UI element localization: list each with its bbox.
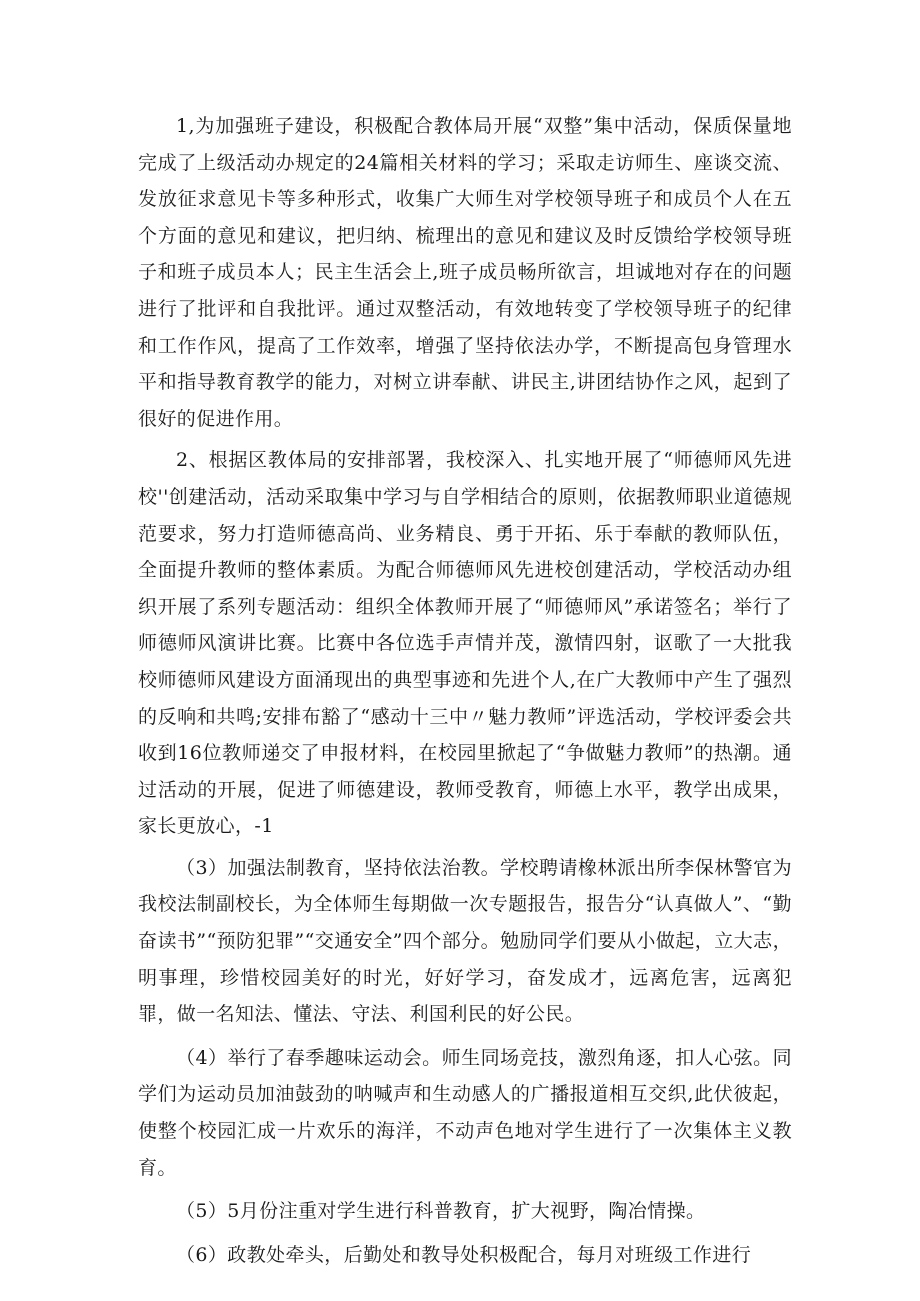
paragraph-6: （6）政教处牵头，后勤处和教导处积极配合，每月对班级工作进行: [176, 1243, 752, 1266]
paragraph-3: （3）加强法制教育，坚持依法治教。学校聘请橡林派出所李保林警官为我校法制副校长，为全体师生每期做一次专题报告，报告分“认真做人”、“勤奋读书”“预防犯罪”“交通安全”四个部分。勉励同学们要从小做起，立大志，明事理，珍惜校园美好的时光，好好学习，奋发成才，远离危害，远离犯罪，做一名知法、懂法、守法、利国利民的好公民。: [138, 856, 792, 1026]
paragraph-5: （5）5月份注重对学生进行科普教育，扩大视野，陶冶情操。: [176, 1200, 706, 1223]
paragraph-1: 1,为加强班子建设，积极配合教体局开展“双整”集中活动，保质保量地完成了上级活动办规定的24篇相关材料的学习；采取走访师生、座谈交流、发放征求意见卡等多种形式，收集广大师生对学校领导班子和成员个人在五个方面的意见和建议，把归纳、梳理出的意见和建议及时反馈给学校领导班子和班子成员本人；民主生活会上,班子成员畅所欲言，坦诚地对存在的问题进行了批评和自我批评。通过双整活动，有效地转变了学校领导班子的纪律和工作作风，提高了工作效率，增强了坚持依法办学，不断提高包身管理水平和指导教育教学的能力，对树立讲奉献、讲民主,讲团结协作之风，起到了很好的促进作用。: [138, 115, 792, 430]
paragraph-2: 2、根据区教体局的安排部署，我校深入、扎实地开展了“师德师风先进校''创建活动，活动采取集中学习与自学相结合的原则，依据教师职业道德规范要求，努力打造师德高尚、业务精良、勇于开拓、乐于奉献的教师队伍，全面提升教师的整体素质。为配合师德师风先进校创建活动，学校活动办组织开展了系列专题活动：组织全体教师开展了“师德师风”承诺签名；举行了师德师风演讲比赛。比赛中各位选手声情并茂，激情四射，讴歌了一大批我校师德师风建设方面涌现出的典型事迹和先进个人,在广大教师中产生了强烈的反响和共鸣;安排布豁了“感动十三中〃魅力教师”评选活动，学校评委会共收到16位教师递交了申报材料，在校园里掀起了“争做魅力教师”的热潮。通过活动的开展，促进了师德建设，教师受教育，师德上水平，教学出成果，家长更放心，-1: [138, 449, 792, 838]
paragraph-4: （4）举行了春季趣味运动会。师生同场竞技，激烈角逐，扣人心弦。同学们为运动员加油鼓劲的呐喊声和生动感人的广播报道相互交织,此伏彼起，使整个校园汇成一片欢乐的海洋，不动声色地对学生进行了一次集体主义教育。: [138, 1046, 792, 1179]
document-body: [138, 108, 792, 1280]
